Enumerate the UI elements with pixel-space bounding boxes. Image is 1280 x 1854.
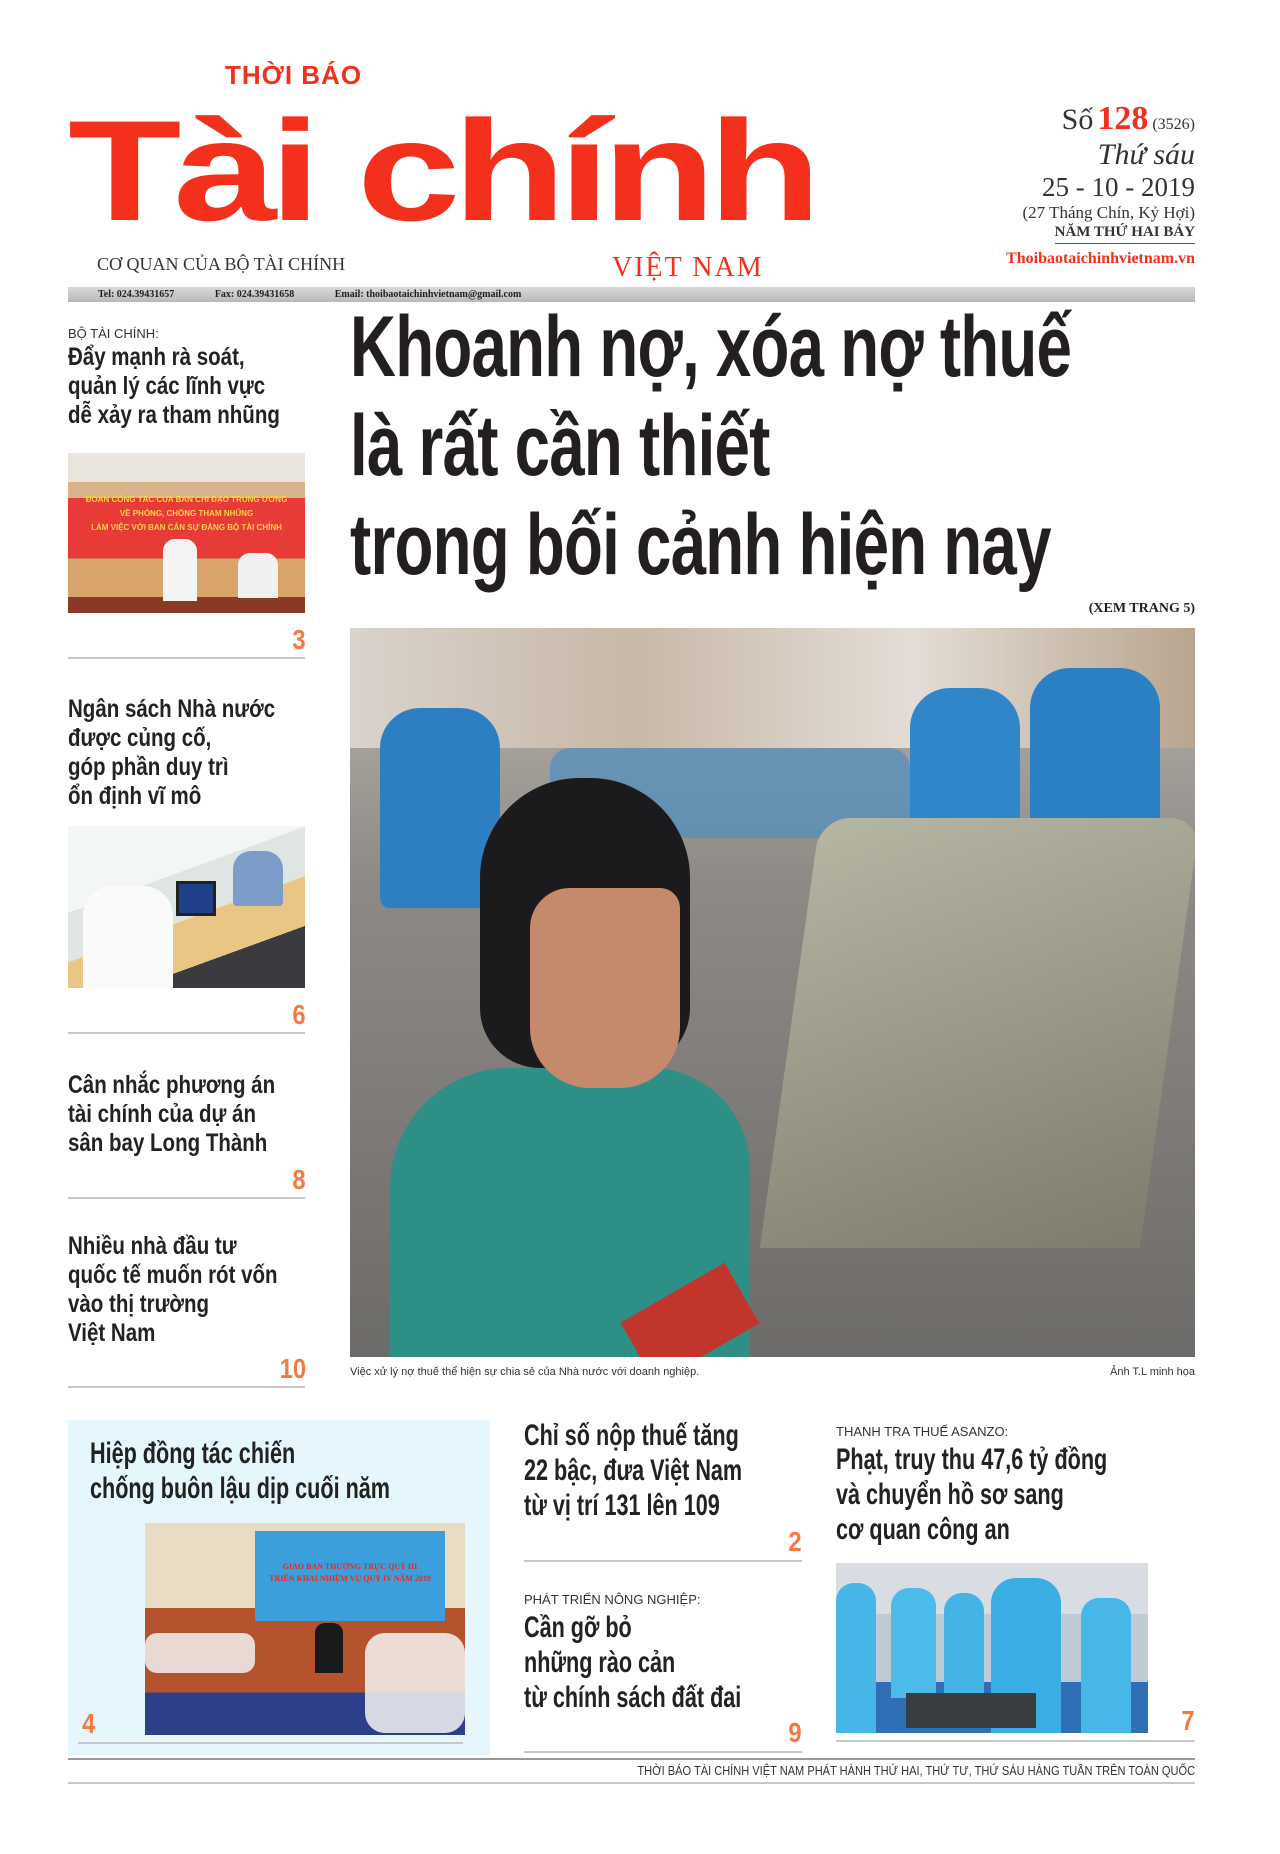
page-number[interactable]: 3: [292, 624, 306, 655]
right-headline[interactable]: [836, 1442, 1213, 1547]
headline-line: dễ xảy ra tham nhũng: [68, 401, 280, 429]
sidebar-headline-1[interactable]: [68, 343, 326, 430]
photo-caption: Việc xử lý nợ thuế thể hiện sự chia sẻ của Nhà nước với doanh nghiệp.: [350, 1366, 700, 1378]
headline-line: Cần gỡ bỏ: [524, 1611, 632, 1644]
divider: [68, 1197, 305, 1199]
middle-top-headline[interactable]: [524, 1418, 827, 1523]
banner-text: ĐOÀN CÔNG TÁC CỦA BAN CHỈ ĐẠO TRUNG ƯƠNG: [85, 495, 288, 504]
headline-line: vào thị trường: [68, 1290, 210, 1318]
issue-date: 25 - 10 - 2019: [1042, 172, 1195, 202]
headline-line: là rất cần thiết: [350, 398, 770, 494]
headline-line: sân bay Long Thành: [68, 1129, 268, 1157]
headline-line: Việt Nam: [68, 1319, 156, 1347]
banner-text: GIAO BAN THƯỜNG TRỰC QUÝ III: [282, 1562, 418, 1571]
masthead-top-label: THỜI BÁO: [225, 60, 363, 90]
sidebar-kicker: BỘ TÀI CHÍNH:: [68, 326, 159, 341]
headline-line: Nhiều nhà đầu tư: [68, 1232, 237, 1260]
sidebar-headline-3[interactable]: [68, 1071, 321, 1158]
year-label: NĂM THỨ HAI BẢY: [1055, 224, 1195, 244]
kicker: PHÁT TRIỂN NÔNG NGHIỆP:: [524, 1592, 701, 1607]
page-number[interactable]: 2: [788, 1526, 802, 1557]
feature-box[interactable]: [68, 1420, 490, 1755]
footer-text: THỜI BÁO TÀI CHÍNH VIỆT NAM PHÁT HÀNH THỨ HAI, THỨ TƯ, THỨ SÁU HÀNG TUẦN TRÊN TOÀN QUỐC: [637, 1763, 1195, 1778]
headline-line: Cân nhắc phương án: [68, 1071, 276, 1099]
page-number[interactable]: 6: [292, 999, 306, 1030]
see-page-link[interactable]: (XEM TRANG 5): [1088, 601, 1195, 616]
bank-office-photo: [68, 826, 305, 988]
headline-line: chống buôn lậu dịp cuối năm: [90, 1472, 390, 1505]
headline-line: từ vị trí 131 lên 109: [524, 1489, 720, 1522]
meeting-photo: [145, 1523, 465, 1735]
banner-text: LÀM VIỆC VỚI BAN CÁN SỰ ĐẢNG BỘ TÀI CHÍNH: [91, 523, 282, 532]
middle-bottom-headline[interactable]: [524, 1610, 826, 1715]
page-number[interactable]: 4: [82, 1708, 96, 1739]
headline-line: góp phần duy trì: [68, 753, 229, 781]
tel: Tel: 024.39431657: [98, 289, 175, 300]
headline-line: Khoanh nợ, xóa nợ thuế: [350, 299, 1072, 395]
sidebar-headline-4[interactable]: [68, 1232, 324, 1348]
headline-line: những rào cản: [524, 1646, 676, 1679]
divider: [836, 1740, 1195, 1742]
headline-line: được củng cố,: [68, 724, 212, 752]
lunar-date: (27 Tháng Chín, Kỷ Hợi): [1022, 203, 1195, 223]
divider: [524, 1560, 802, 1562]
headline-line: từ chính sách đất đai: [524, 1681, 742, 1714]
headline-line: quản lý các lĩnh vực: [68, 372, 266, 400]
lead-headline[interactable]: [350, 298, 1280, 595]
headline-line: Đẩy mạnh rà soát,: [68, 343, 245, 371]
banner-text: TRIỂN KHAI NHIỆM VỤ QUÝ IV NĂM 2019: [269, 1574, 431, 1583]
divider: [68, 1032, 305, 1034]
fax: Fax: 024.39431658: [214, 289, 295, 300]
page-number[interactable]: 9: [788, 1717, 802, 1748]
page-number[interactable]: 8: [292, 1164, 306, 1195]
sidebar-headline-2[interactable]: [68, 695, 321, 811]
footer-rule: [68, 1758, 1195, 1760]
assembly-line-photo: [836, 1563, 1148, 1733]
divider: [524, 1751, 802, 1753]
issue-info: [1006, 100, 1195, 268]
kicker: THANH TRA THUẾ ASANZO:: [836, 1424, 1009, 1439]
page-number[interactable]: 10: [279, 1353, 306, 1384]
issue-number: 128: [1097, 100, 1149, 137]
website-link[interactable]: Thoibaotaichinhvietnam.vn: [1006, 250, 1195, 268]
issue-total: (3526): [1152, 116, 1195, 133]
headline-line: 22 bậc, đưa Việt Nam: [524, 1454, 743, 1487]
headline-line: Ngân sách Nhà nước: [68, 695, 276, 723]
headline-line: cơ quan công an: [836, 1513, 1010, 1546]
masthead-logo: Tài chính: [68, 92, 814, 251]
headline-line: trong bối cảnh hiện nay: [350, 497, 1051, 593]
issue-prefix: Số: [1061, 103, 1094, 136]
divider: [78, 1742, 463, 1744]
page-number[interactable]: 7: [1181, 1705, 1195, 1736]
headline-line: ổn định vĩ mô: [68, 782, 202, 810]
photo-credit: Ảnh T.L minh họa: [1109, 1366, 1195, 1378]
factory-photo: [350, 628, 1195, 1357]
headline-line: Hiệp đồng tác chiến: [90, 1437, 296, 1470]
weekday: Thứ sáu: [1097, 138, 1195, 171]
divider: [68, 1386, 305, 1388]
headline-line: tài chính của dự án: [68, 1100, 256, 1128]
divider: [68, 657, 305, 659]
meeting-photo: [68, 453, 305, 613]
banner-text: VỀ PHÒNG, CHỐNG THAM NHŨNG: [119, 509, 254, 518]
headline-line: quốc tế muốn rót vốn: [68, 1261, 278, 1289]
footer-rule: [68, 1782, 1195, 1784]
headline-line: và chuyển hồ sơ sang: [836, 1478, 1064, 1511]
headline-line: Phạt, truy thu 47,6 tỷ đồng: [836, 1443, 1108, 1476]
masthead-agency: CƠ QUAN CỦA BỘ TÀI CHÍNH: [97, 254, 346, 274]
email: Email: thoibaotaichinhvietnam@gmail.com: [334, 289, 522, 300]
masthead-subtitle: VIỆT NAM: [612, 252, 764, 283]
headline-line: Chỉ số nộp thuế tăng: [524, 1419, 739, 1452]
